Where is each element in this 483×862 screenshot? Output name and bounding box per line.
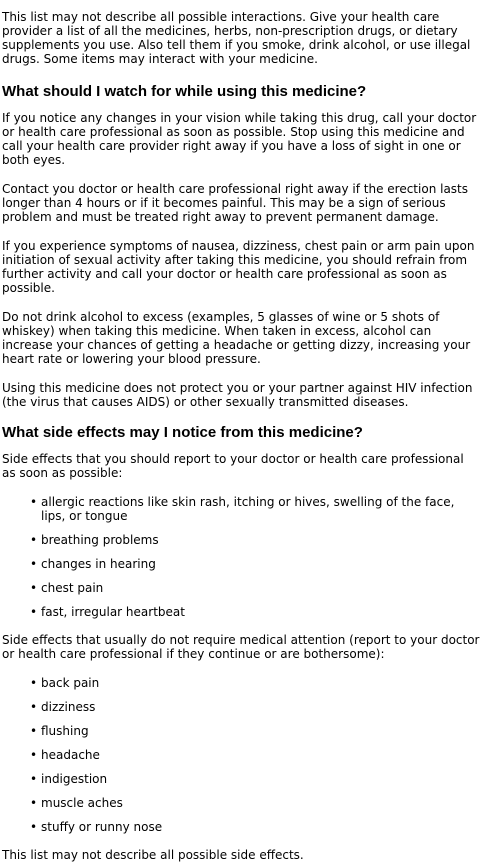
watch-paragraph-erection: Contact you doctor or health care professional right away if the erection lasts longer than 4 hours or if it becomes painful. This may be a sign of serious problem and must be treated right away to prevent permanent damage. <box>2 182 469 224</box>
list-item <box>30 820 480 834</box>
watch-heading: What should I watch for while using this medicine? <box>2 83 367 100</box>
list-item-text: flushing <box>41 724 89 738</box>
list-item-text: dizziness <box>41 700 96 714</box>
list-item-text: changes in hearing <box>41 557 156 571</box>
list-item <box>30 700 480 714</box>
bullet-icon: • <box>30 676 38 690</box>
list-item-text: headache <box>41 748 100 762</box>
bullet-icon: • <box>30 581 38 595</box>
bullet-icon: • <box>30 820 38 834</box>
list-item-text: stuffy or runny nose <box>41 820 163 834</box>
list-item-text: chest pain <box>41 581 104 595</box>
bullet-icon: • <box>30 796 38 810</box>
bullet-icon: • <box>30 748 38 762</box>
list-item-text: fast, irregular heartbeat <box>41 605 185 619</box>
list-item <box>30 796 480 810</box>
list-item <box>30 772 480 786</box>
list-item-text: back pain <box>41 676 100 690</box>
side-effects-footer: This list may not describe all possible side effects. <box>2 848 304 862</box>
bullet-icon: • <box>30 533 38 547</box>
bullet-icon: • <box>30 700 38 714</box>
bullet-icon: • <box>30 557 38 571</box>
list-item <box>30 676 480 690</box>
list-item <box>30 581 480 595</box>
watch-paragraph-hiv: Using this medicine does not protect you or your partner against HIV infection (the virus that causes AIDS) or other sexually transmitted diseases. <box>2 381 473 409</box>
watch-paragraph-symptoms: If you experience symptoms of nausea, dizziness, chest pain or arm pain upon initiation of sexual activity after taking this medicine, you should refrain from further activity and call your doctor or health care professional as soon as possible. <box>2 239 475 295</box>
bullet-icon: • <box>30 495 38 509</box>
watch-paragraph-vision: If you notice any changes in your vision while taking this drug, call your doctor or health care professional as soon as possible. Stop using this medicine and call your health care provider right away if you have a loss of sight in one or both eyes. <box>2 111 477 167</box>
list-item <box>30 533 480 547</box>
watch-paragraph-alcohol: Do not drink alcohol to excess (examples, 5 glasses of wine or 5 shots of whiskey) when taking this medicine. When taken in excess, alcohol can increase your chances of getting a headache or getting dizzy, increasing your heart rate or lowering your blood pressure. <box>2 310 471 366</box>
list-item <box>30 495 480 523</box>
side-effects-heading: What side effects may I notice from this medicine? <box>2 424 363 441</box>
list-item-text: indigestion <box>41 772 108 786</box>
list-item-text: breathing problems <box>41 533 159 547</box>
usual-list <box>2 676 480 834</box>
list-item <box>30 724 480 738</box>
bullet-icon: • <box>30 724 38 738</box>
report-intro: Side effects that you should report to your doctor or health care professional as soon as possible: <box>2 452 464 480</box>
interactions-note: This list may not describe all possible interactions. Give your health care provider a list of all the medicines, herbs, non-prescription drugs, or dietary supplements you use. Also tell them if you smoke, drink alcohol, or use illegal drugs. Some items may interact with your medicine. <box>2 10 471 66</box>
bullet-icon: • <box>30 772 38 786</box>
list-item <box>30 557 480 571</box>
usual-intro: Side effects that usually do not require medical attention (report to your doctor or health care professional if they continue or are bothersome): <box>2 633 480 661</box>
list-item-text: allergic reactions like skin rash, itching or hives, swelling of the face, lips, or tongue <box>41 495 455 523</box>
list-item <box>30 605 480 619</box>
list-item <box>30 748 480 762</box>
bullet-icon: • <box>30 605 38 619</box>
list-item-text: muscle aches <box>41 796 123 810</box>
report-list <box>2 495 480 619</box>
